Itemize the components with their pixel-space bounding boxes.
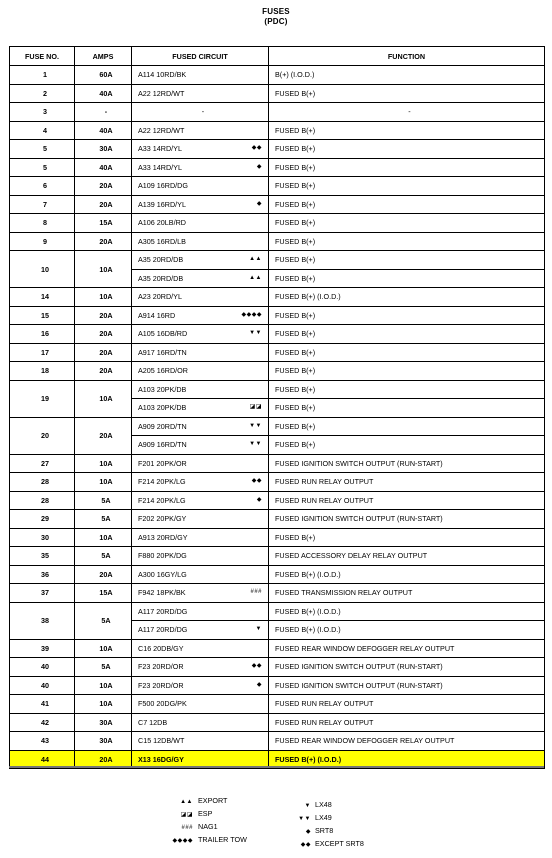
fuse-number-cell: 39 bbox=[10, 639, 75, 658]
function-cell: FUSED B(+) bbox=[269, 399, 545, 418]
fuse-number-cell: 20 bbox=[10, 417, 75, 454]
fuse-number-cell: 40 bbox=[10, 676, 75, 695]
fuse-number-cell: 16 bbox=[10, 325, 75, 344]
option-symbol-icon: ◆◆ bbox=[251, 663, 262, 669]
amps-cell: 20A bbox=[75, 417, 132, 454]
table-row bbox=[10, 713, 545, 732]
fused-circuit-cell bbox=[132, 436, 269, 455]
circuit-label: A913 20RD/GY bbox=[138, 532, 188, 542]
column-header-fused-circuit: FUSED CIRCUIT bbox=[132, 47, 269, 66]
amps-cell: 10A bbox=[75, 639, 132, 658]
fuse-number-cell: 5 bbox=[10, 158, 75, 177]
fused-circuit-cell bbox=[132, 325, 269, 344]
table-row bbox=[10, 158, 545, 177]
amps-cell: 5A bbox=[75, 658, 132, 677]
legend-symbol: ▼▼ bbox=[298, 816, 311, 822]
function-cell: FUSED REAR WINDOW DEFOGGER RELAY OUTPUT bbox=[269, 639, 545, 658]
function-cell: FUSED B(+) (I.O.D.) bbox=[269, 750, 545, 769]
fuse-number-cell: 43 bbox=[10, 732, 75, 751]
table-row bbox=[10, 66, 545, 85]
circuit-label: A914 16RD bbox=[138, 310, 176, 320]
circuit-label: A117 20RD/DG bbox=[138, 606, 188, 616]
circuit-label: C15 12DB/WT bbox=[138, 736, 185, 746]
table-row bbox=[10, 473, 545, 492]
circuit-label: A35 20RD/DB bbox=[138, 273, 184, 283]
amps-cell: 20A bbox=[75, 362, 132, 381]
legend-label: ESP bbox=[198, 809, 213, 818]
amps-cell: 30A bbox=[75, 732, 132, 751]
fuse-number-cell: 44 bbox=[10, 750, 75, 769]
table-row bbox=[10, 658, 545, 677]
fused-circuit-cell bbox=[132, 121, 269, 140]
amps-cell: 10A bbox=[75, 454, 132, 473]
legend-label: LX49 bbox=[315, 813, 332, 822]
function-cell: FUSED B(+) bbox=[269, 214, 545, 233]
legend-item bbox=[155, 808, 247, 821]
function-cell: FUSED ACCESSORY DELAY RELAY OUTPUT bbox=[269, 547, 545, 566]
function-cell: FUSED B(+) bbox=[269, 269, 545, 288]
table-row bbox=[10, 232, 545, 251]
function-cell: FUSED B(+) bbox=[269, 195, 545, 214]
table-row bbox=[10, 510, 545, 529]
fused-circuit-cell bbox=[132, 380, 269, 399]
function-cell: FUSED RUN RELAY OUTPUT bbox=[269, 713, 545, 732]
fused-circuit-cell bbox=[132, 399, 269, 418]
table-row bbox=[10, 380, 545, 399]
fused-circuit-cell bbox=[132, 621, 269, 640]
table-row bbox=[10, 343, 545, 362]
amps-cell: 10A bbox=[75, 528, 132, 547]
fuse-number-cell: 7 bbox=[10, 195, 75, 214]
legend-symbol: ◆◆◆◆ bbox=[172, 838, 193, 844]
fused-circuit-cell bbox=[132, 528, 269, 547]
table-row bbox=[10, 214, 545, 233]
fused-circuit-cell bbox=[132, 417, 269, 436]
table-row bbox=[10, 528, 545, 547]
amps-cell: 10A bbox=[75, 676, 132, 695]
amps-cell: 15A bbox=[75, 214, 132, 233]
fused-circuit-cell bbox=[132, 491, 269, 510]
circuit-label: A139 16RD/YL bbox=[138, 199, 186, 209]
legend-symbol: ◪◪ bbox=[180, 812, 193, 818]
function-cell: FUSED B(+) bbox=[269, 84, 545, 103]
function-cell: FUSED B(+) bbox=[269, 158, 545, 177]
fuse-number-cell: 17 bbox=[10, 343, 75, 362]
amps-cell: 5A bbox=[75, 510, 132, 529]
table-row bbox=[10, 288, 545, 307]
fused-circuit-cell bbox=[132, 251, 269, 270]
function-cell: - bbox=[269, 103, 545, 122]
fused-circuit-cell bbox=[132, 140, 269, 159]
fuse-number-cell: 2 bbox=[10, 84, 75, 103]
circuit-label: A917 16RD/TN bbox=[138, 347, 187, 357]
option-symbol-icon: ◆◆ bbox=[251, 478, 262, 484]
fuse-number-cell: 19 bbox=[10, 380, 75, 417]
table-row bbox=[10, 140, 545, 159]
table-row bbox=[10, 121, 545, 140]
function-cell: FUSED B(+) bbox=[269, 306, 545, 325]
legend-item bbox=[155, 834, 247, 847]
fused-circuit-cell bbox=[132, 473, 269, 492]
fused-circuit-cell bbox=[132, 343, 269, 362]
circuit-label: X13 16DG/GY bbox=[138, 754, 184, 764]
option-symbol-icon: ◆ bbox=[256, 200, 262, 207]
option-symbol-icon: ◆◆◆◆ bbox=[241, 311, 262, 318]
amps-cell: 20A bbox=[75, 232, 132, 251]
circuit-label: F500 20DG/PK bbox=[138, 699, 187, 709]
fuse-number-cell: 15 bbox=[10, 306, 75, 325]
legend-left bbox=[155, 795, 247, 847]
legend-label: LX48 bbox=[315, 800, 332, 809]
fused-circuit-cell bbox=[132, 66, 269, 85]
column-header-function: FUNCTION bbox=[269, 47, 545, 66]
function-cell: FUSED B(+) bbox=[269, 232, 545, 251]
circuit-label: A105 16DB/RD bbox=[138, 329, 188, 339]
legend-item bbox=[289, 799, 364, 812]
fused-circuit-cell bbox=[132, 269, 269, 288]
column-header-amps: AMPS bbox=[75, 47, 132, 66]
fused-circuit-cell bbox=[132, 232, 269, 251]
fuse-number-cell: 6 bbox=[10, 177, 75, 196]
amps-cell: 30A bbox=[75, 140, 132, 159]
fuse-number-cell: 40 bbox=[10, 658, 75, 677]
circuit-label: A22 12RD/WT bbox=[138, 88, 185, 98]
circuit-label: F201 20PK/OR bbox=[138, 458, 187, 468]
amps-cell: 15A bbox=[75, 584, 132, 603]
legend-item bbox=[289, 838, 364, 851]
amps-cell: 10A bbox=[75, 695, 132, 714]
amps-cell: 20A bbox=[75, 325, 132, 344]
function-cell: FUSED B(+) bbox=[269, 325, 545, 344]
legend-symbol: ### bbox=[181, 825, 193, 831]
circuit-label: C16 20DB/GY bbox=[138, 643, 184, 653]
fuse-number-cell: 28 bbox=[10, 491, 75, 510]
fuse-number-cell: 28 bbox=[10, 473, 75, 492]
amps-cell: 40A bbox=[75, 158, 132, 177]
circuit-label: A103 20PK/DB bbox=[138, 384, 187, 394]
circuit-label: - bbox=[201, 107, 205, 117]
fuse-number-cell: 9 bbox=[10, 232, 75, 251]
legend-label: NAG1 bbox=[198, 822, 218, 831]
circuit-label: F942 18PK/BK bbox=[138, 588, 186, 598]
legend-item bbox=[155, 795, 247, 808]
circuit-label: A33 14RD/YL bbox=[138, 162, 182, 172]
function-cell: FUSED RUN RELAY OUTPUT bbox=[269, 695, 545, 714]
fuse-number-cell: 37 bbox=[10, 584, 75, 603]
amps-cell: 10A bbox=[75, 251, 132, 288]
legend-symbol: ◆ bbox=[305, 829, 311, 835]
function-cell: FUSED REAR WINDOW DEFOGGER RELAY OUTPUT bbox=[269, 732, 545, 751]
option-symbol-icon: ▼▼ bbox=[249, 422, 262, 429]
amps-cell: 20A bbox=[75, 750, 132, 769]
fuse-number-cell: 5 bbox=[10, 140, 75, 159]
function-cell: FUSED B(+) (I.O.D.) bbox=[269, 565, 545, 584]
circuit-label: F202 20PK/GY bbox=[138, 514, 187, 524]
fuse-number-cell: 18 bbox=[10, 362, 75, 381]
circuit-label: F880 20PK/DG bbox=[138, 551, 187, 561]
option-symbol-icon: ◆ bbox=[256, 163, 262, 170]
circuit-label: A305 16RD/LB bbox=[138, 236, 186, 246]
function-cell: FUSED B(+) bbox=[269, 362, 545, 381]
amps-cell: 30A bbox=[75, 713, 132, 732]
amps-cell: 20A bbox=[75, 306, 132, 325]
function-cell: B(+) (I.O.D.) bbox=[269, 66, 545, 85]
circuit-label: A909 20RD/TN bbox=[138, 421, 187, 431]
amps-cell: 10A bbox=[75, 473, 132, 492]
option-symbol-icon: ◆ bbox=[256, 681, 262, 688]
amps-cell: 40A bbox=[75, 84, 132, 103]
fused-circuit-cell bbox=[132, 639, 269, 658]
fuse-number-cell: 1 bbox=[10, 66, 75, 85]
option-symbol-icon: ▼▼ bbox=[249, 441, 262, 447]
function-cell: FUSED IGNITION SWITCH OUTPUT (RUN-START) bbox=[269, 510, 545, 529]
fuse-number-cell: 3 bbox=[10, 103, 75, 122]
table-row bbox=[10, 695, 545, 714]
option-symbol-icon: ▲▲ bbox=[249, 274, 262, 281]
table-header-row bbox=[10, 47, 545, 66]
fused-circuit-cell bbox=[132, 177, 269, 196]
table-row bbox=[10, 325, 545, 344]
fuse-number-cell: 29 bbox=[10, 510, 75, 529]
fuse-number-cell: 35 bbox=[10, 547, 75, 566]
legend-label: EXCEPT SRT8 bbox=[315, 839, 364, 848]
legend-item bbox=[289, 812, 364, 825]
amps-cell: 40A bbox=[75, 121, 132, 140]
legend-label: SRT8 bbox=[315, 826, 334, 835]
circuit-label: A205 16RD/OR bbox=[138, 366, 188, 376]
fuse-number-cell: 36 bbox=[10, 565, 75, 584]
amps-cell: - bbox=[75, 103, 132, 122]
function-cell: FUSED IGNITION SWITCH OUTPUT (RUN-START) bbox=[269, 676, 545, 695]
circuit-label: F214 20PK/LG bbox=[138, 477, 186, 487]
legend-symbol: ▼ bbox=[304, 803, 311, 809]
fuse-number-cell: 30 bbox=[10, 528, 75, 547]
function-cell: FUSED TRANSMISSION RELAY OUTPUT bbox=[269, 584, 545, 603]
fused-circuit-cell bbox=[132, 547, 269, 566]
table-row bbox=[10, 676, 545, 695]
table-row bbox=[10, 602, 545, 621]
function-cell: FUSED IGNITION SWITCH OUTPUT (RUN-START) bbox=[269, 454, 545, 473]
circuit-label: A23 20RD/YL bbox=[138, 292, 182, 302]
table-row bbox=[10, 195, 545, 214]
circuit-label: A117 20RD/DG bbox=[138, 625, 188, 635]
legend-label: TRAILER TOW bbox=[198, 835, 247, 844]
fused-circuit-cell bbox=[132, 288, 269, 307]
table-row bbox=[10, 251, 545, 270]
amps-cell: 60A bbox=[75, 66, 132, 85]
fused-circuit-cell bbox=[132, 676, 269, 695]
legend-item bbox=[289, 825, 364, 838]
fuse-number-cell: 27 bbox=[10, 454, 75, 473]
circuit-label: F214 20PK/LG bbox=[138, 495, 186, 505]
legend-symbol: ▲▲ bbox=[180, 799, 193, 805]
fuse-number-cell: 42 bbox=[10, 713, 75, 732]
circuit-label: C7 12DB bbox=[138, 717, 168, 727]
circuit-label: F23 20RD/OR bbox=[138, 662, 184, 672]
table-row bbox=[10, 306, 545, 325]
amps-cell: 20A bbox=[75, 565, 132, 584]
page-title: FUSES bbox=[262, 7, 290, 16]
table-row bbox=[10, 732, 545, 751]
fused-circuit-cell bbox=[132, 454, 269, 473]
table-row bbox=[10, 362, 545, 381]
table-row bbox=[10, 639, 545, 658]
fuse-table-body bbox=[10, 66, 545, 769]
table-row bbox=[10, 491, 545, 510]
fused-circuit-cell bbox=[132, 602, 269, 621]
page-subtitle: (PDC) bbox=[264, 17, 288, 26]
circuit-label: A103 20PK/DB bbox=[138, 403, 187, 413]
option-symbol-icon: ▼ bbox=[255, 626, 262, 632]
amps-cell: 5A bbox=[75, 491, 132, 510]
option-symbol-icon: ◆◆ bbox=[251, 145, 262, 151]
table-row bbox=[10, 103, 545, 122]
table-row bbox=[10, 417, 545, 436]
circuit-label: F23 20RD/OR bbox=[138, 680, 184, 690]
amps-cell: 20A bbox=[75, 177, 132, 196]
function-cell: FUSED IGNITION SWITCH OUTPUT (RUN-START) bbox=[269, 658, 545, 677]
function-cell: FUSED B(+) bbox=[269, 121, 545, 140]
circuit-label: A35 20RD/DB bbox=[138, 255, 184, 265]
circuit-label: A33 14RD/YL bbox=[138, 144, 182, 154]
option-symbol-icon: ▲▲ bbox=[249, 256, 262, 262]
function-cell: FUSED B(+) bbox=[269, 177, 545, 196]
fused-circuit-cell bbox=[132, 695, 269, 714]
circuit-label: A114 10RD/BK bbox=[138, 70, 187, 80]
function-cell: FUSED B(+) bbox=[269, 251, 545, 270]
table-row bbox=[10, 584, 545, 603]
fuse-number-cell: 10 bbox=[10, 251, 75, 288]
fused-circuit-cell bbox=[132, 84, 269, 103]
circuit-label: A22 12RD/WT bbox=[138, 125, 185, 135]
circuit-label: A109 16RD/DG bbox=[138, 181, 188, 191]
table-row bbox=[10, 547, 545, 566]
function-cell: FUSED B(+) (I.O.D.) bbox=[269, 621, 545, 640]
option-symbol-icon: ▼▼ bbox=[249, 330, 262, 336]
fuse-number-cell: 14 bbox=[10, 288, 75, 307]
fused-circuit-cell bbox=[132, 510, 269, 529]
function-cell: FUSED B(+) bbox=[269, 140, 545, 159]
fused-circuit-cell bbox=[132, 658, 269, 677]
column-header-fuse-no: FUSE NO. bbox=[10, 47, 75, 66]
fuse-number-cell: 8 bbox=[10, 214, 75, 233]
function-cell: FUSED B(+) bbox=[269, 528, 545, 547]
function-cell: FUSED B(+) bbox=[269, 343, 545, 362]
option-symbol-icon: ◪◪ bbox=[249, 404, 262, 410]
amps-cell: 10A bbox=[75, 380, 132, 417]
option-symbol-icon: ◆ bbox=[256, 496, 262, 503]
fused-circuit-cell bbox=[132, 713, 269, 732]
table-row bbox=[10, 84, 545, 103]
amps-cell: 10A bbox=[75, 288, 132, 307]
amps-cell: 5A bbox=[75, 547, 132, 566]
legend-symbol: ◆◆ bbox=[300, 842, 311, 848]
function-cell: FUSED B(+) bbox=[269, 436, 545, 455]
fused-circuit-cell bbox=[132, 306, 269, 325]
table-row bbox=[10, 177, 545, 196]
table-row bbox=[10, 565, 545, 584]
fused-circuit-cell bbox=[132, 158, 269, 177]
option-symbol-icon: ### bbox=[250, 589, 262, 595]
function-cell: FUSED RUN RELAY OUTPUT bbox=[269, 491, 545, 510]
fused-circuit-cell bbox=[132, 214, 269, 233]
table-row bbox=[10, 454, 545, 473]
fused-circuit-cell bbox=[132, 584, 269, 603]
fused-circuit-cell bbox=[132, 103, 269, 122]
fused-circuit-cell bbox=[132, 732, 269, 751]
amps-cell: 5A bbox=[75, 602, 132, 639]
fuse-number-cell: 38 bbox=[10, 602, 75, 639]
fuse-number-cell: 41 bbox=[10, 695, 75, 714]
circuit-label: A106 20LB/RD bbox=[138, 218, 186, 228]
fuse-number-cell: 4 bbox=[10, 121, 75, 140]
legend-label: EXPORT bbox=[198, 796, 228, 805]
function-cell: FUSED B(+) bbox=[269, 380, 545, 399]
function-cell: FUSED B(+) bbox=[269, 417, 545, 436]
legend-right bbox=[289, 799, 364, 851]
circuit-label: A909 16RD/TN bbox=[138, 440, 187, 450]
fused-circuit-cell bbox=[132, 565, 269, 584]
amps-cell: 20A bbox=[75, 195, 132, 214]
fused-circuit-cell bbox=[132, 195, 269, 214]
amps-cell: 20A bbox=[75, 343, 132, 362]
function-cell: FUSED B(+) (I.O.D.) bbox=[269, 288, 545, 307]
fused-circuit-cell bbox=[132, 362, 269, 381]
function-cell: FUSED RUN RELAY OUTPUT bbox=[269, 473, 545, 492]
circuit-label: A300 16GY/LG bbox=[138, 569, 187, 579]
table-bottom-rule bbox=[9, 766, 544, 768]
fuse-table bbox=[9, 46, 545, 769]
legend-item bbox=[155, 821, 247, 834]
function-cell: FUSED B(+) (I.O.D.) bbox=[269, 602, 545, 621]
